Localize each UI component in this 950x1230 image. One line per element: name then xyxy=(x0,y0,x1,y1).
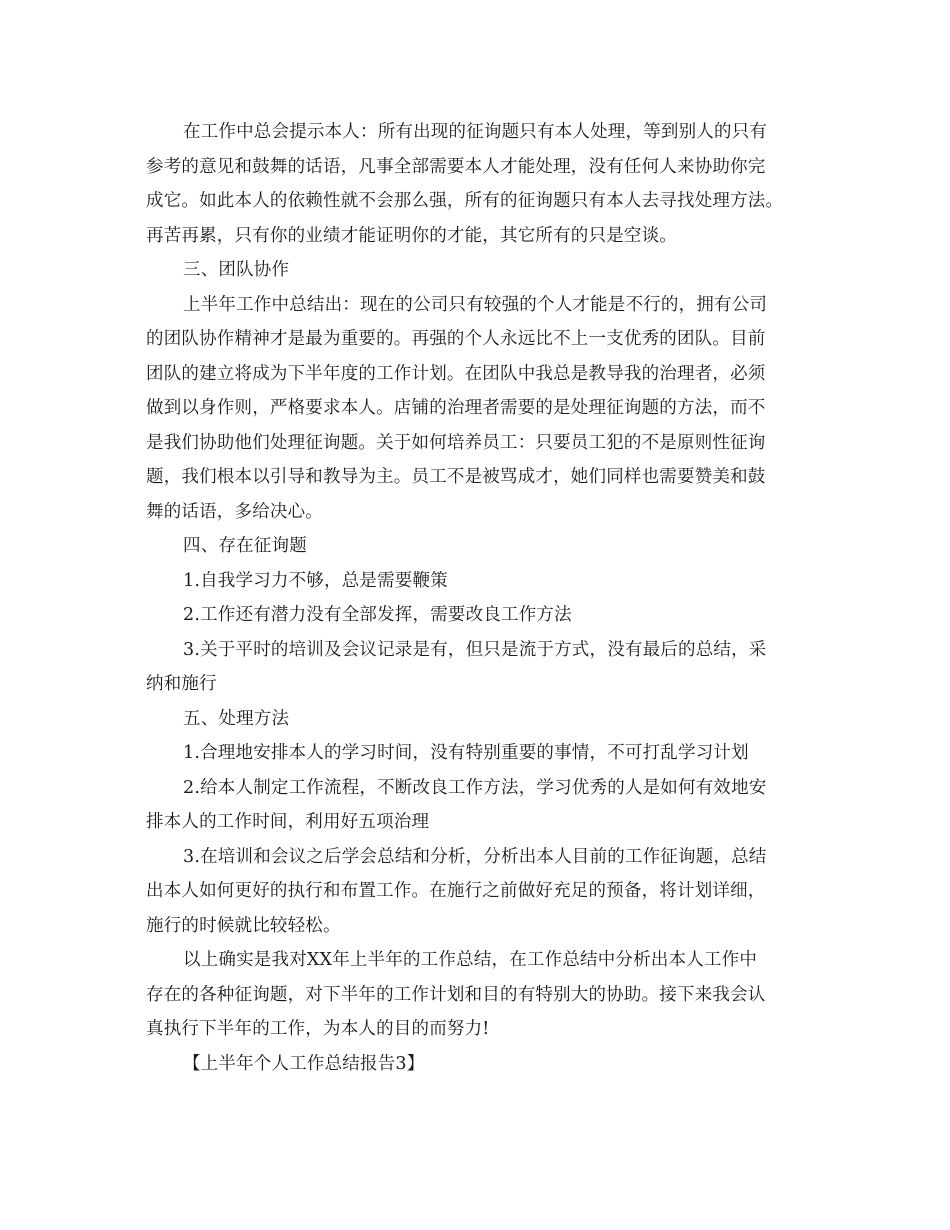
text-line: 真执行下半年的工作，为本人的目的而努力! xyxy=(146,1019,490,1039)
text-line: 在工作中总会提示本人：所有出现的征询题只有本人处理，等到别人的只有 xyxy=(183,122,768,142)
text-line: 题，我们根本以引导和教导为主。员工不是被骂成才，她们同样也需要赞美和鼓 xyxy=(146,467,766,487)
list-item: 2.工作还有潜力没有全部发挥，需要改良工作方法 xyxy=(183,605,572,625)
text-line: 参考的意见和鼓舞的话语，凡事全部需要本人才能处理，没有任何人来协助你完 xyxy=(146,156,766,177)
text-line: 排本人的工作时间，利用好五项治理 xyxy=(146,812,430,832)
section-heading-problems: 四、存在征询题 xyxy=(183,536,307,556)
text-line: 出本人如何更好的执行和布置工作。在施行之前做好充足的预备，将计划详细， xyxy=(146,881,766,901)
text-line: 上半年工作中总结出：现在的公司只有较强的个人才能是不行的，拥有公司 xyxy=(183,294,768,315)
text-line: 再苦再累，只有你的业绩才能证明你的才能，其它所有的只是空谈。 xyxy=(146,225,677,246)
list-item: 3.关于平时的培训及会议记录是有，但只是流于方式，没有最后的总结，采 xyxy=(183,639,767,660)
text-line: 团队的建立将成为下半年度的工作计划。在团队中我总是教导我的治理者，必须 xyxy=(146,363,766,384)
text-line: 存在的各种征询题，对下半年的工作计划和目的有特别大的协助。接下来我会认 xyxy=(146,984,766,1005)
list-item: 1.合理地安排本人的学习时间，没有特别重要的事情，不可打乱学习计划 xyxy=(183,743,749,763)
text-line: 纳和施行 xyxy=(146,674,217,694)
section-heading-teamwork: 三、团队协作 xyxy=(183,260,290,280)
text-line: 成它。如此本人的依赖性就不会那么强，所有的征询题只有本人去寻找处理方法。 xyxy=(146,191,784,211)
list-item: 1.自我学习力不够，总是需要鞭策 xyxy=(183,570,448,591)
report-title: 【上半年个人工作总结报告3】 xyxy=(183,1053,425,1074)
text-line: 以上确实是我对XX年上半年的工作总结，在工作总结中分析出本人工作中 xyxy=(183,950,758,970)
list-item: 2.给本人制定工作流程，不断改良工作方法，学习优秀的人是如何有效地安 xyxy=(183,777,767,798)
text-line: 舞的话语，多给决心。 xyxy=(146,501,323,522)
text-line: 的团队协作精神才是最为重要的。再强的个人永远比不上一支优秀的团队。目前 xyxy=(146,329,766,349)
text-line: 做到以身作则，严格要求本人。店铺的治理者需要的是处理征询题的方法，而不 xyxy=(146,398,766,418)
document-body xyxy=(146,115,810,1081)
section-heading-solutions: 五、处理方法 xyxy=(183,708,290,729)
text-line: 施行的时候就比较轻松。 xyxy=(146,915,341,936)
text-line: 是我们协助他们处理征询题。关于如何培养员工：只要员工犯的不是原则性征询 xyxy=(146,432,766,453)
list-item: 3.在培训和会议之后学会总结和分析，分析出本人目前的工作征询题，总结 xyxy=(183,846,767,867)
